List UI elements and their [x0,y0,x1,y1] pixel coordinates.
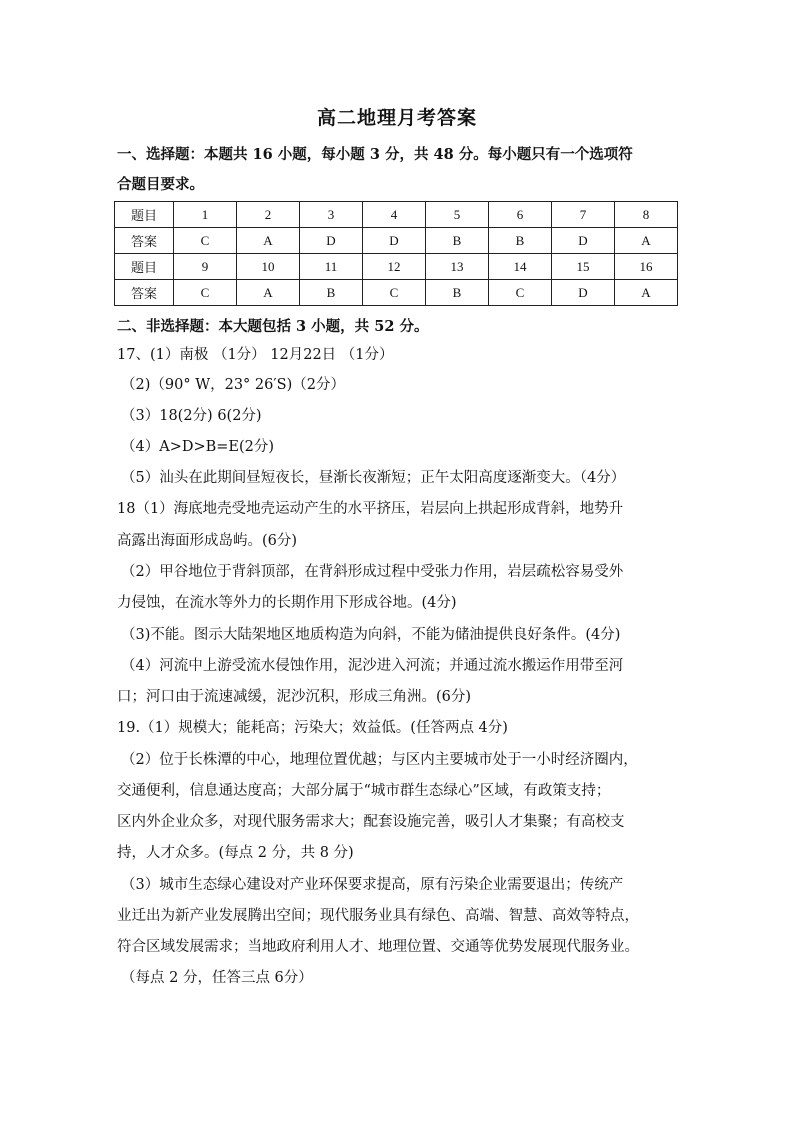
answer-value: B [489,228,552,254]
row-label-answer: 答案 [115,228,174,254]
question-number: 2 [237,202,300,228]
answer-line: 高露出海面形成岛屿。(6分) [117,533,298,549]
answer-line: （2)（90° W，23° 26′S)（2分） [121,377,345,393]
table-row [115,202,678,228]
answer-value: D [363,228,426,254]
answer-line: （3）18(2分) 6(2分) [121,408,262,424]
answer-line: 区内外企业众多，对现代服务需求大；配套设施完善，吸引人才集聚；有高校支 [117,814,625,830]
row-label-answer: 答案 [115,280,174,306]
answer-line: （4）河流中上游受流水侵蚀作用，泥沙进入河流；并通过流水搬运作用带至河 [121,658,624,674]
answer-value: A [237,228,300,254]
answer-value: D [552,280,615,306]
table-row [115,280,678,306]
answer-line: 17、(1）南极 （1分） 12月22日 （1分） [117,347,394,363]
answer-line: （3）城市生态绿心建设对产业环保要求提高，原有污染企业需要退出；传统产 [121,877,624,893]
question-number: 10 [237,254,300,280]
section2-heading: 二、非选择题：本大题包括 3 小题，共 52 分。 [117,318,429,335]
answer-value: D [300,228,363,254]
answer-value: C [174,280,237,306]
answer-value: A [615,228,678,254]
question-number: 3 [300,202,363,228]
answer-value: B [426,228,489,254]
answer-line: 18（1）海底地壳受地壳运动产生的水平挤压，岩层向上拱起形成背斜，地势升 [117,501,624,517]
table-row [115,254,678,280]
answer-line: 口；河口由于流速减缓，泥沙沉积，形成三角洲。(6分) [117,689,472,705]
answer-line: （3)不能。图示大陆架地区地质构造为向斜，不能为储油提供良好条件。(4分) [121,627,621,643]
answer-line: （2）甲谷地位于背斜顶部，在背斜形成过程中受张力作用，岩层疏松容易受外 [121,564,624,580]
page-title: 高二地理月考答案 [316,107,477,129]
question-number: 16 [615,254,678,280]
row-label-question: 题目 [115,202,174,228]
answer-line: 交通便利，信息通达度高；大部分属于“城市群生态绿心”区域，有政策支持； [117,783,611,799]
section1-heading-line2: 合题目要求。 [117,176,204,193]
question-number: 11 [300,254,363,280]
answer-line: 持，人才众多。(每点 2 分，共 8 分) [117,845,354,861]
answer-value: C [363,280,426,306]
answer-value: D [552,228,615,254]
question-number: 15 [552,254,615,280]
question-number: 7 [552,202,615,228]
answer-value: B [300,280,363,306]
answer-line: （4）A>D>B=E(2分) [121,439,275,455]
answer-value: A [237,280,300,306]
section1-heading-line1: 一、选择题：本题共 16 小题，每小题 3 分，共 48 分。每小题只有一个选项符 [117,146,633,163]
answer-line: （每点 2 分，任答三点 6分） [121,970,313,986]
row-label-question: 题目 [115,254,174,280]
answer-value: A [615,280,678,306]
question-number: 9 [174,254,237,280]
question-number: 6 [489,202,552,228]
answer-line: （5）汕头在此期间昼短夜长，昼渐长夜渐短；正午太阳高度逐渐变大。（4分） [121,470,626,486]
answer-line: 业迁出为新产业发展腾出空间；现代服务业具有绿色、高端、智慧、高效等特点， [117,908,639,924]
answer-line: 19.（1）规模大；能耗高；污染大；效益低。(任答两点 4分) [117,720,508,736]
answer-line: （2）位于长株潭的中心，地理位置优越；与区内主要城市处于一小时经济圈内， [121,752,638,768]
answer-value: C [489,280,552,306]
answer-value: C [174,228,237,254]
question-number: 5 [426,202,489,228]
question-number: 1 [174,202,237,228]
question-number: 8 [615,202,678,228]
question-number: 14 [489,254,552,280]
question-number: 4 [363,202,426,228]
answer-value: B [426,280,489,306]
answer-line: 力侵蚀，在流水等外力的长期作用下形成谷地。(4分) [117,595,457,611]
table-row [115,228,678,254]
answer-table [114,201,678,306]
question-number: 13 [426,254,489,280]
question-number: 12 [363,254,426,280]
answer-line: 符合区域发展需求；当地政府利用人才、地理位置、交通等优势发展现代服务业。 [117,939,639,955]
